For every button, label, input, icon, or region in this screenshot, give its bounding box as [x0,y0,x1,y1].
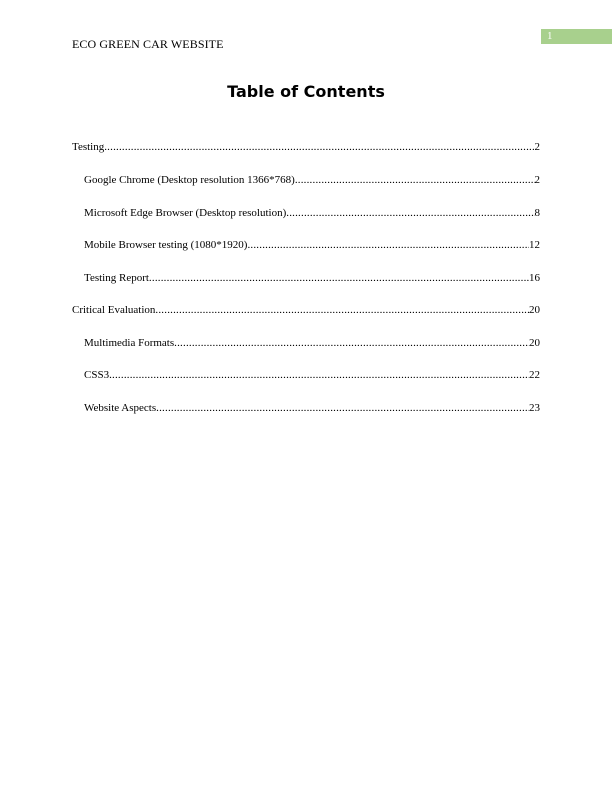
page-number: 1 [547,30,553,42]
toc-leader [109,368,529,382]
toc-leader [156,401,529,415]
toc-entry-page: 12 [529,239,540,251]
toc-leader [174,336,529,350]
toc-leader [247,238,529,252]
toc-entry-label: Microsoft Edge Browser (Desktop resolution) [84,207,287,219]
toc-entry-label: Critical Evaluation [72,304,156,316]
toc-entry-multimedia-formats[interactable] [84,336,540,350]
toc-entry-label: CSS3 [84,369,110,381]
toc-entry-page: 8 [534,207,540,219]
toc-entry-label: Testing Report [84,272,149,284]
toc-entry-page: 2 [534,141,540,153]
toc-entry-testing-report[interactable] [84,271,540,285]
toc-entry-css3[interactable] [84,368,540,382]
toc-leader [295,173,535,187]
toc-entry-microsoft-edge[interactable] [84,206,540,220]
toc-leader [286,206,534,220]
toc-entry-label: Multimedia Formats [84,337,175,349]
running-head: ECO GREEN CAR WEBSITE [72,37,224,51]
toc-entry-page: 22 [529,369,540,381]
toc-entry-page: 2 [534,174,540,186]
toc-entry-label: Mobile Browser testing (1080*1920) [84,239,248,251]
toc-entry-page: 16 [529,272,540,284]
toc-entry-mobile-browser[interactable] [84,238,540,252]
toc-entry-testing[interactable] [72,140,540,154]
toc-entry-label: Website Aspects [84,402,157,414]
toc-title: Table of Contents [227,82,385,101]
toc-entry-label: Testing [72,141,105,153]
toc-entry-page: 20 [529,337,540,349]
toc-entry-page: 23 [529,402,540,414]
toc-entry-website-aspects[interactable] [84,401,540,415]
toc-leader [104,140,534,154]
toc-leader [149,271,529,285]
toc-entry-critical-evaluation[interactable] [72,303,540,317]
toc-leader [155,303,529,317]
toc-entry-page: 20 [529,304,540,316]
toc-entry-google-chrome[interactable] [84,173,540,187]
toc-entry-label: Google Chrome (Desktop resolution 1366*768) [84,174,295,186]
